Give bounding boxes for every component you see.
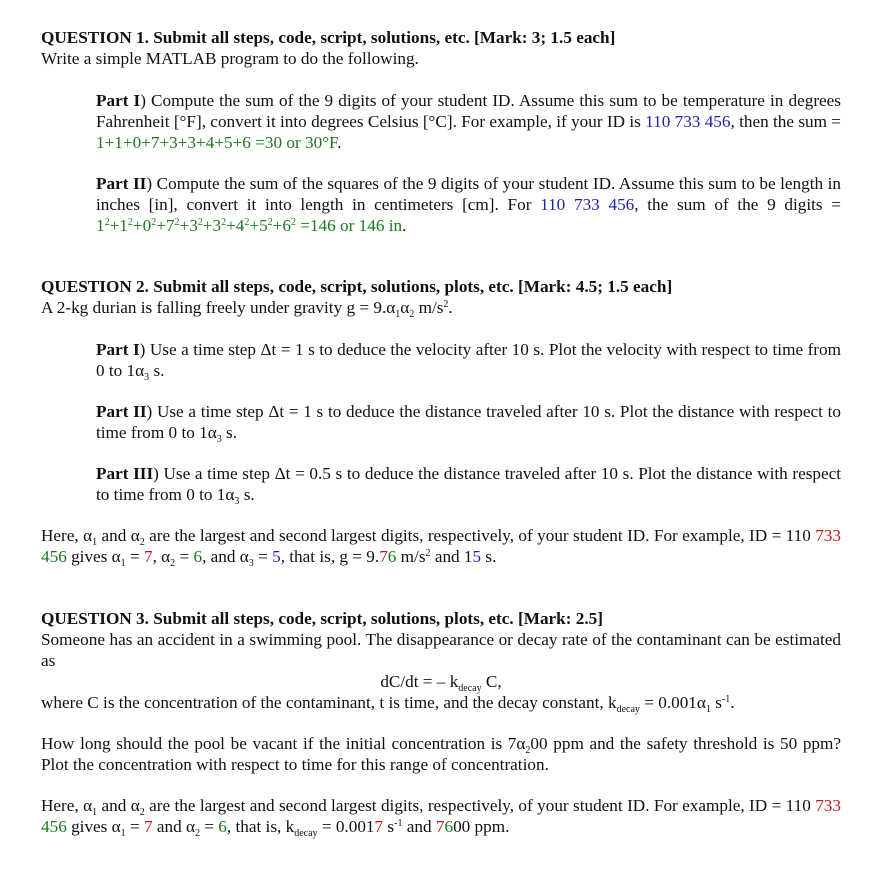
q1-heading-block bbox=[41, 27, 841, 69]
q1-part2-end: . bbox=[402, 216, 407, 235]
q1-part1-label: Part I bbox=[96, 91, 141, 110]
q3-question: How long should the pool be vacant if the initial concentration is $7\alpha_200$ ppm and the safety threshold is 50 ppm? Plot the concentration with respect to time for this range of concentration. bbox=[41, 734, 842, 774]
q3-note: Here, $\alpha_1$ and $\alpha_2$ are the largest and second largest digits, respectively, of your student ID. For example, ID = 110 733 456 gives $\alpha_1 = 7$ and $\alpha_2 = 6$, that is, $k_{decay} = 0.0017$ $s^{-1}$ and 7600 ppm. bbox=[41, 796, 841, 839]
q1-part2-label: Part II bbox=[96, 174, 147, 193]
q2-part3-text: ) Use a time step Δt = 0.5 s to deduce the distance traveled after 10 s. Plot the distance with respect to time from 0 to 1 bbox=[96, 464, 842, 504]
q1-part1-text: ) Compute the sum of the 9 digits of your student ID. Assume this sum to be temperature in degrees Fahrenheit [°F], convert it into degrees Celsius [°C]. For example, if your ID is bbox=[96, 91, 841, 131]
q1-part1-text-b: , then the sum = bbox=[730, 112, 841, 131]
q1-title: QUESTION 1. Submit all steps, code, script, solutions, etc. [Mark: 3; 1.5 each] bbox=[41, 28, 616, 47]
q1-part2-squares: $1^2+1^2+0^2+7^2+3^2+3^2+4^2+5^2+6^2 =146$ or 146 in bbox=[96, 216, 403, 235]
q2-title: QUESTION 2. Submit all steps, code, script, solutions, plots, etc. [Mark: 4.5; 1.5 each] bbox=[41, 277, 673, 296]
q3-equation: dC/dt = – $k_{decay}$ C, bbox=[380, 672, 502, 694]
q2-part1-text: ) Use a time step Δt = 1 s to deduce the velocity after 10 s. Plot the velocity with respect to time from 0 to 1 bbox=[96, 340, 841, 380]
q1-part2-id: 110 733 456 bbox=[540, 195, 635, 214]
q2-heading-block bbox=[41, 276, 841, 318]
q3-where: where C is the concentration of the contaminant, t is time, and the decay constant, $k_{decay} = 0.001\alpha_1$ $s^{-1}$. bbox=[41, 693, 735, 715]
q1-part2 bbox=[96, 173, 841, 236]
q1-part1-id: 110 733 456 bbox=[645, 112, 731, 131]
q1-part1 bbox=[96, 90, 841, 153]
q2-part2-label: Part II bbox=[96, 402, 147, 421]
q2-intro: A 2-kg durian is falling freely under gravity $g = 9.\alpha_1\alpha_2$ $m/s^2$. bbox=[41, 298, 453, 320]
q3-heading-block bbox=[41, 608, 841, 671]
q1-part2-text-b: , the sum of the 9 digits = bbox=[634, 195, 841, 214]
q2-part3: Part III) Use a time step Δt = 0.5 s to deduce the distance traveled after 10 s. Plot the distance with respect to time from 0 to $1\alpha_3$ s. bbox=[96, 464, 842, 507]
q2-part2-text: ) Use a time step Δt = 1 s to deduce the distance traveled after 10 s. Plot the distance with respect to time from 0 to 1 bbox=[96, 402, 841, 442]
q2-part3-label: Part III bbox=[96, 464, 154, 483]
q3-intro: Someone has an accident in a swimming pool. The disappearance or decay rate of the contaminant can be estimated as bbox=[41, 630, 841, 670]
q1-part1-end: . bbox=[337, 133, 342, 152]
q1-part2-text: ) Compute the sum of the squares of the 9 digits of your student ID. Assume this sum to be length in inches [in], convert it into length in centimeters [cm]. For bbox=[96, 174, 841, 214]
q1-intro: Write a simple MATLAB program to do the following. bbox=[41, 49, 419, 68]
q1-part1-sum: 1+1+0+7+3+3+4+5+6 =30 or 30°F bbox=[96, 133, 338, 152]
q2-note: Here, $\alpha_1$ and $\alpha_2$ are the largest and second largest digits, respectively, of your student ID. For example, ID = 110 733 456 gives $\alpha_1 = 7$, $\alpha_2 = 6$, and $\alpha_3 = 5$, that is, g = 9.76 $m/s^2$ and 15 s. bbox=[41, 526, 841, 569]
q2-part1-label: Part I bbox=[96, 340, 140, 359]
q2-part1: Part I) Use a time step Δt = 1 s to deduce the velocity after 10 s. Plot the velocity with respect to time from 0 to $1\alpha_3$ s. bbox=[96, 340, 841, 383]
q3-title: QUESTION 3. Submit all steps, code, script, solutions, plots, etc. [Mark: 2.5] bbox=[41, 609, 603, 628]
q2-part2: Part II) Use a time step Δt = 1 s to deduce the distance traveled after 10 s. Plot the distance with respect to time from 0 to $1\alpha_3$ s. bbox=[96, 402, 841, 445]
